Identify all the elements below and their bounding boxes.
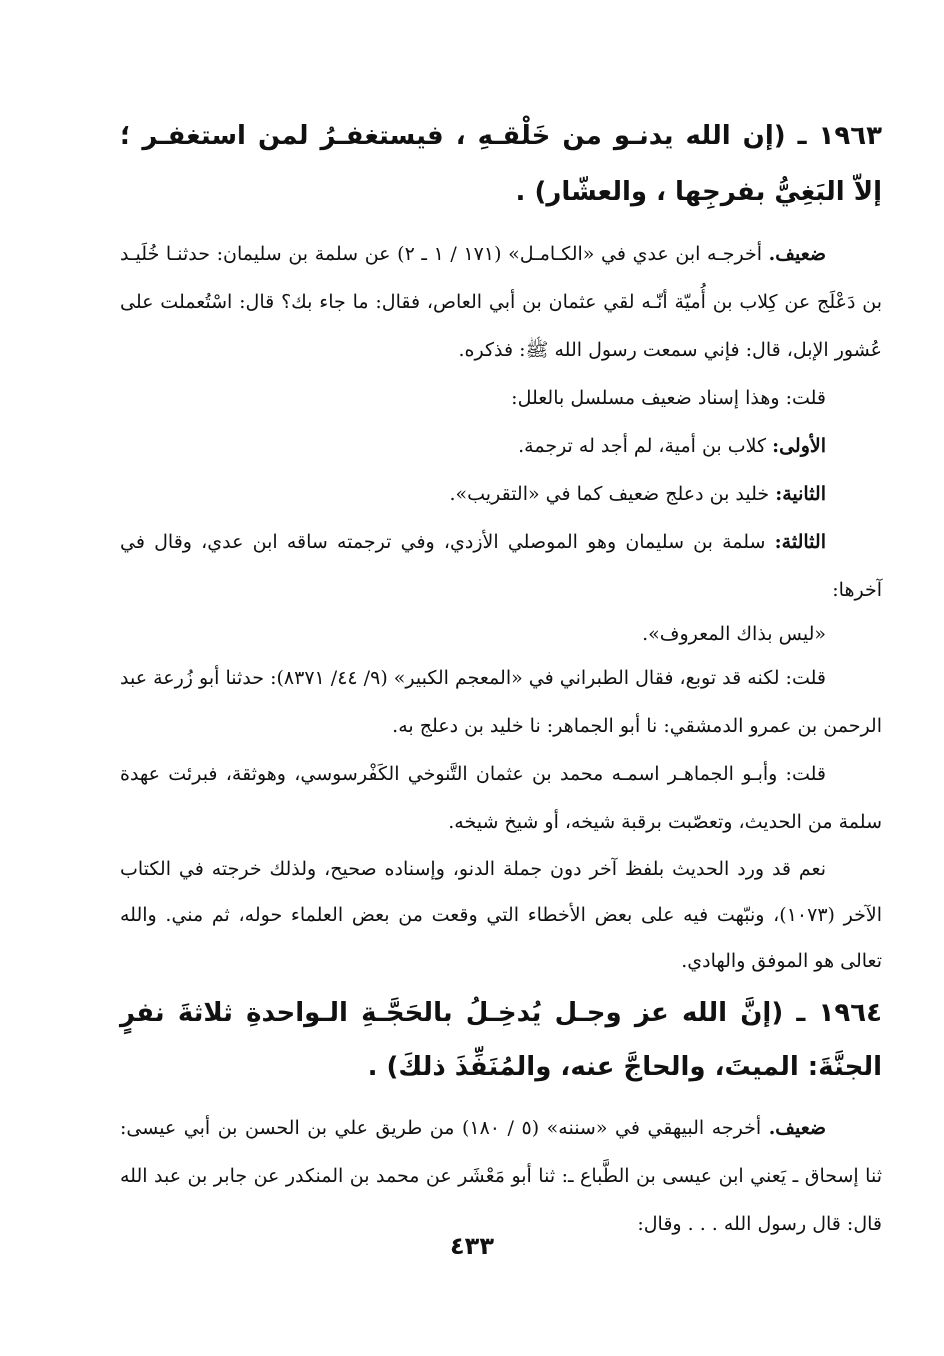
defect-third [120,518,882,614]
page-body [120,108,882,1288]
hadith-1964-takhrij [120,1104,882,1248]
defect-second-label: الثانية: [775,483,826,505]
isnad-note: قلت: وهذا إسناد ضعيف مسلسل بالعلل: [511,387,826,409]
hadith-1964-title: ١٩٦٤ ـ (إنَّ الله عز وجـل يُدخِـلُ بالحَجَّـةِ الـواحدةِ ثلاثةَ نفرٍ الجنَّةَ: الميتَ، والحاجَّ عنه، والمُنَفِّذَ ذلكَ) . [120,998,882,1082]
defect-second-text: خليد بن دعلج ضعيف كما في «التقريب». [449,483,776,505]
takhrij-text: أخرجـه ابن عدي في «الكـامـل» (١٧١ / ١ ـ ٢) عن سلمة بن سليمان: حدثنـا خُلَيـد بن دَعْلَج عن كِلاب بن أُميّة أنّـه لقي عثمان بن أبي العاص، فقال: ما جاء بك؟ قال: اسْتُعملت على عُشور الإبل، قال: فإني سمعت رسول الله ﷺ: فذكره. [120,243,882,361]
ibn-adi-quote: «ليس بذاك المعروف». [642,623,826,645]
abul-jamahir-note: قلت: وأبـو الجماهـر اسمـه محمد بن عثمان التَّنوخي الكَفْرسوسي، وهوثقة، فبرئت عهدة سلمة من الحديث، وتعصّبت برقبة شيخه، أو شيخ شيخه. [120,763,882,833]
other-wording-note: نعم قد ورد الحديث بلفظ آخر دون جملة الدنو، وإسناده صحيح، ولذلك خرجته في الكتاب الآخر (١٠٧٣)، ونبّهت فيه على بعض الأخطاء التي وقعت من بعض العلماء حوله، ثم مني. والله تعالى هو الموفق والهادي. [120,858,882,972]
grade-label: ضعيف. [768,243,826,265]
grade-label-2: ضعيف. [768,1117,827,1139]
defect-second [120,470,882,518]
takhrij-text-2: أخرجه البيهقي في «سننه» (٥ / ١٨٠) من طريق علي بن الحسن بن أبي عيسى: ثنا إسحاق ـ يَعني ابن عيسى بن الطَّباع ـ: ثنا أبو مَعْشَر عن محمد بن المنكدر عن جابر بن عبد الله قال: قال رسول الله . . . وقال: [120,1117,882,1235]
defect-first-text: كلاب بن أمية، لم أجد له ترجمة. [518,435,773,457]
defect-first-label: الأولى: [772,435,826,457]
defect-third-text: سلمة بن سليمان وهو الموصلي الأزدي، وفي ترجمته ساقه ابن عدي، وقال في آخرها: [120,531,882,601]
hadith-1963-title: ١٩٦٣ ـ (إن الله يدنـو من خَلْقـهِ ، فيستغفـرُ لمن استغفـر ؛ إلاّ البَغِيُّ بفرجِها ، والعشّار) . [120,121,882,207]
page-number: ٤٣٣ [450,1232,494,1260]
tabarani-note: قلت: لكنه قد توبع، فقال الطبراني في «المعجم الكبير» (٩/ ٤٤/ ٨٣٧١): حدثنا أبو زُرعة عبد الرحمن بن عمرو الدمشقي: نا أبو الجماهر: نا خليد بن دعلج به. [120,667,882,737]
hadith-1963-takhrij [120,230,882,374]
defect-first [120,422,882,470]
defect-third-label: الثالثة: [774,531,826,553]
